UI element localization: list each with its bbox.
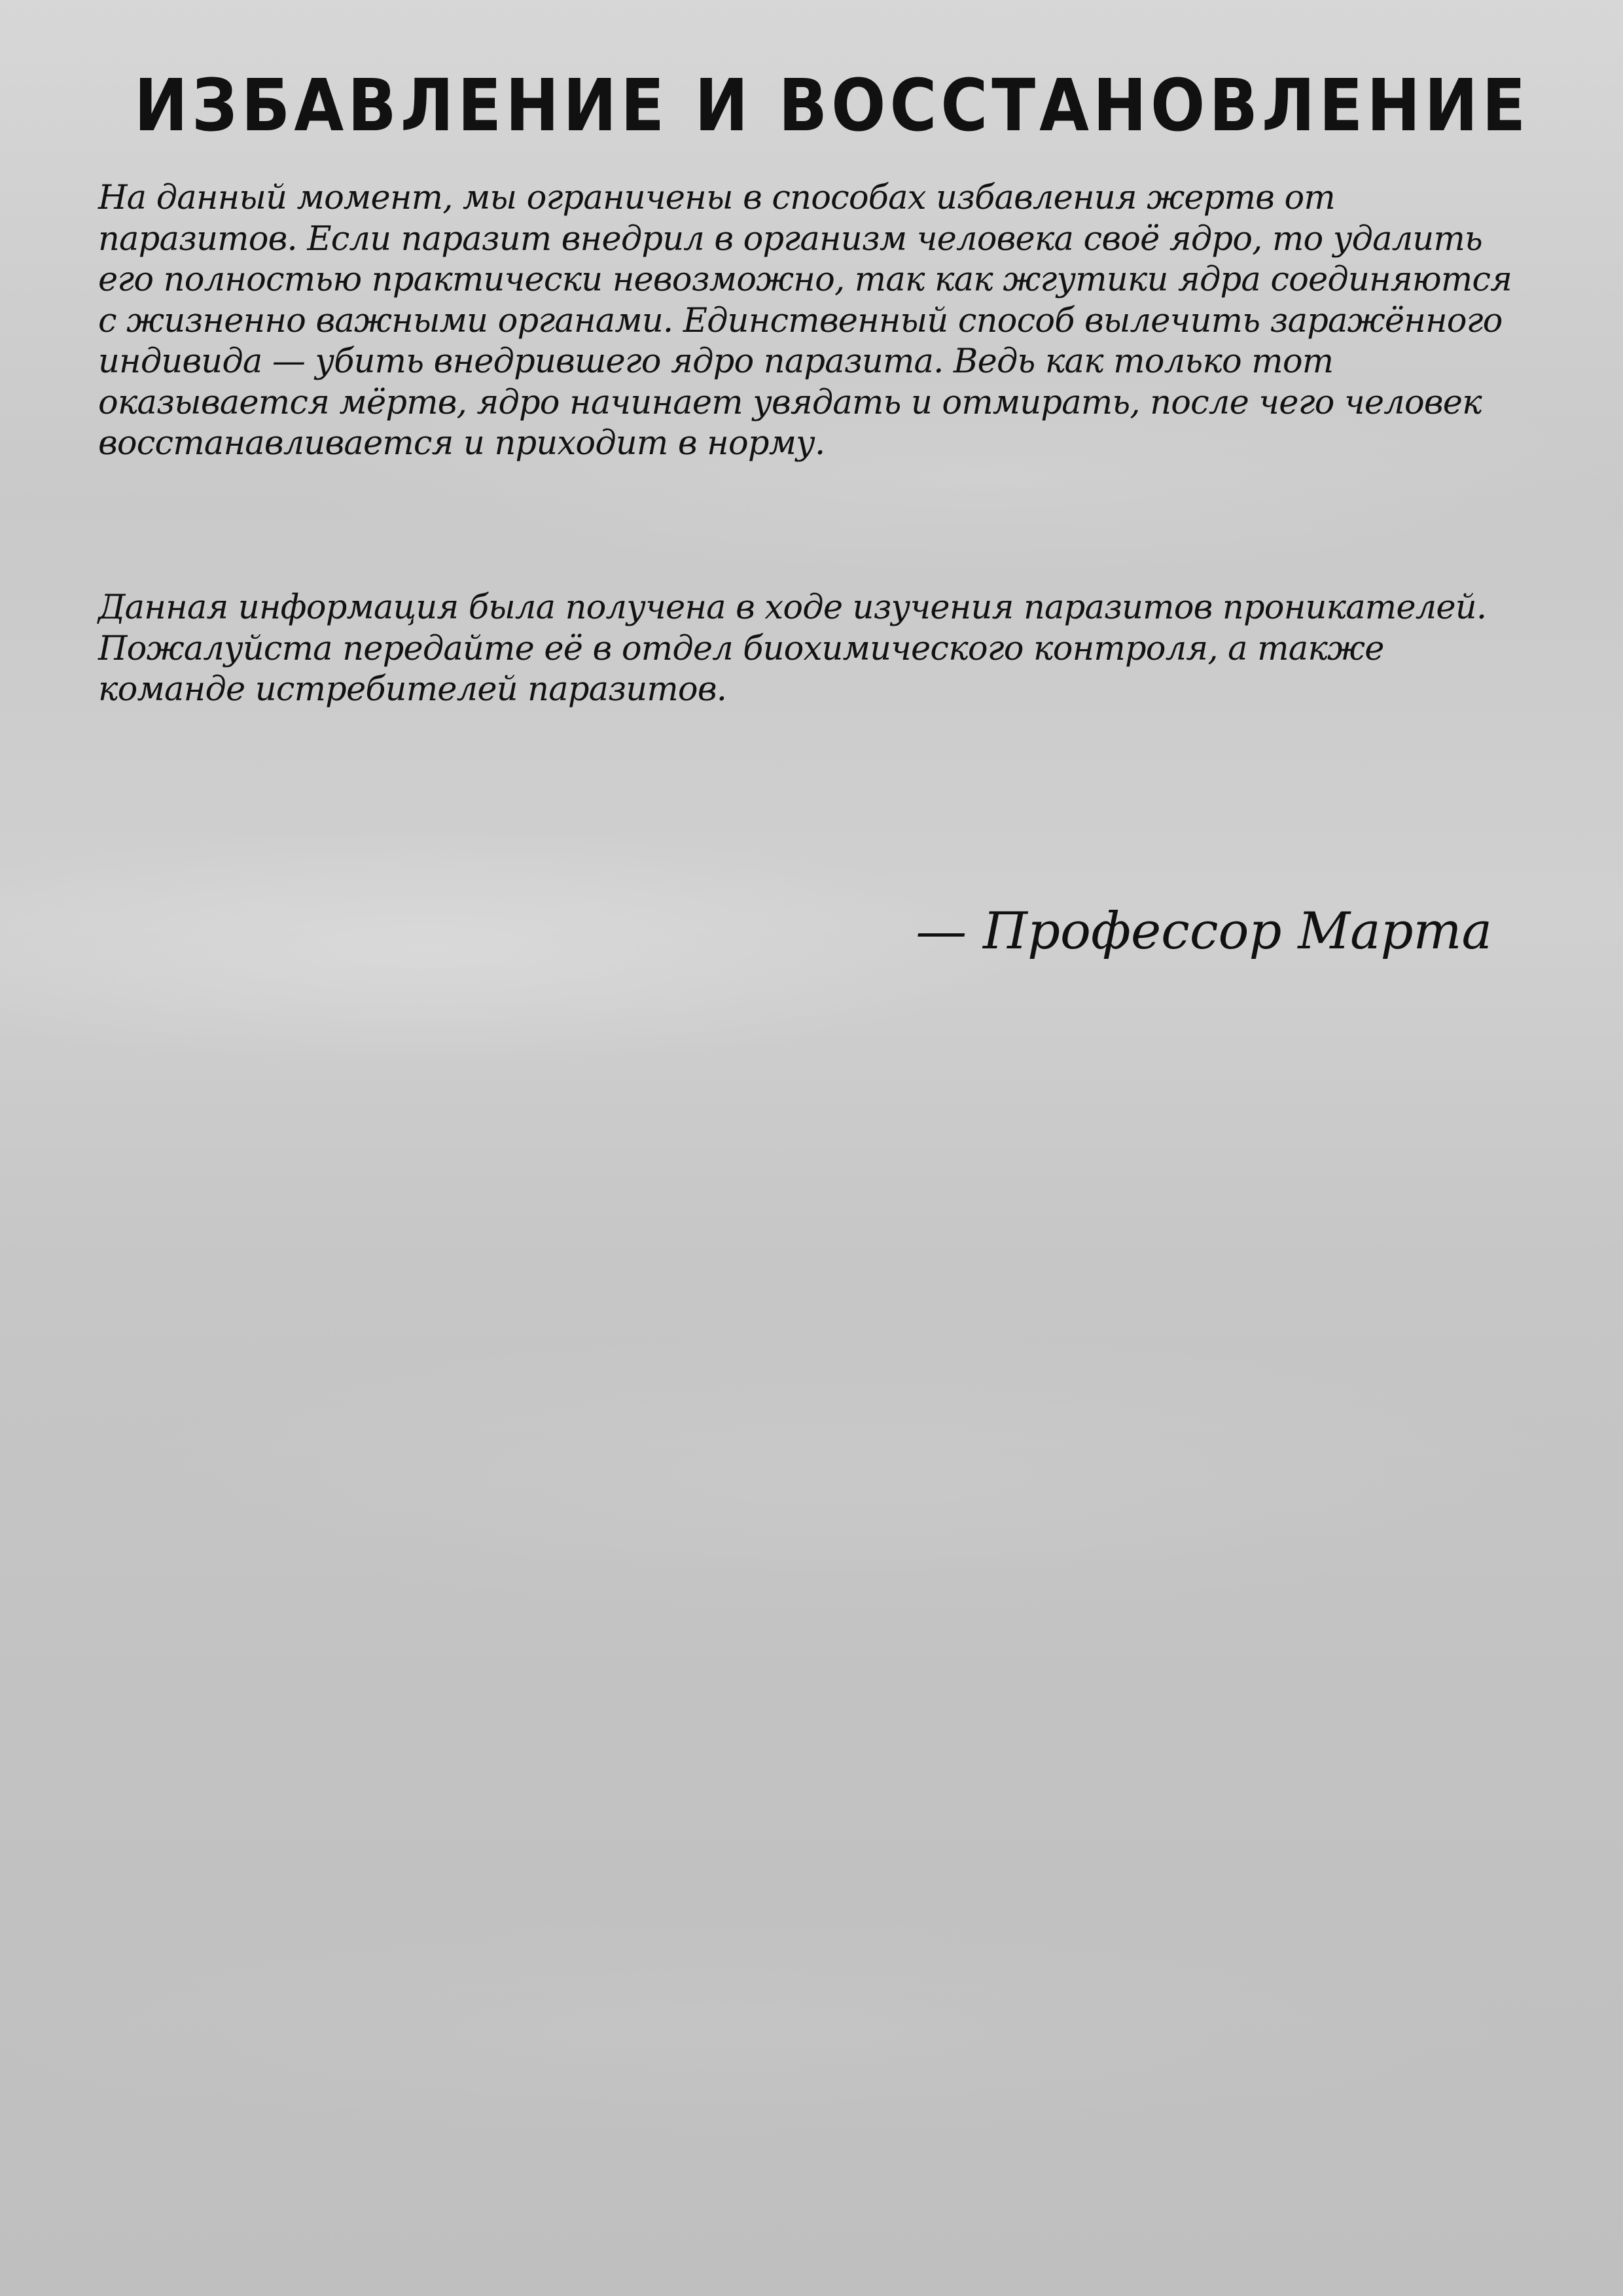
paragraph-recovery-info: На данный момент, мы ограничены в способах избавления жертв от паразитов. Если паразит внедрил в организм человека своё ядро, то удалить его полностью практически невозможно, так как жгутики ядра соединяются с жизненно важными органами. Единственный способ вылечить заражённого индивида — убить внедрившего ядро паразита. Ведь как только тот оказывается мёртв, ядро начинает увядать и отмирать, после чего человек восстанавливается и приходит в норму.: [98, 179, 1512, 463]
document-title: ИЗБАВЛЕНИЕ И ВОССТАНОВЛЕНИЕ: [134, 64, 1530, 149]
signature: — Профессор Марта: [916, 902, 1492, 961]
paragraph-transfer-request: Данная информация была получена в ходе изучения паразитов проникателей. Пожалуйста передайте её в отдел биохимического контроля, а также команде истребителей паразитов.: [98, 588, 1487, 709]
